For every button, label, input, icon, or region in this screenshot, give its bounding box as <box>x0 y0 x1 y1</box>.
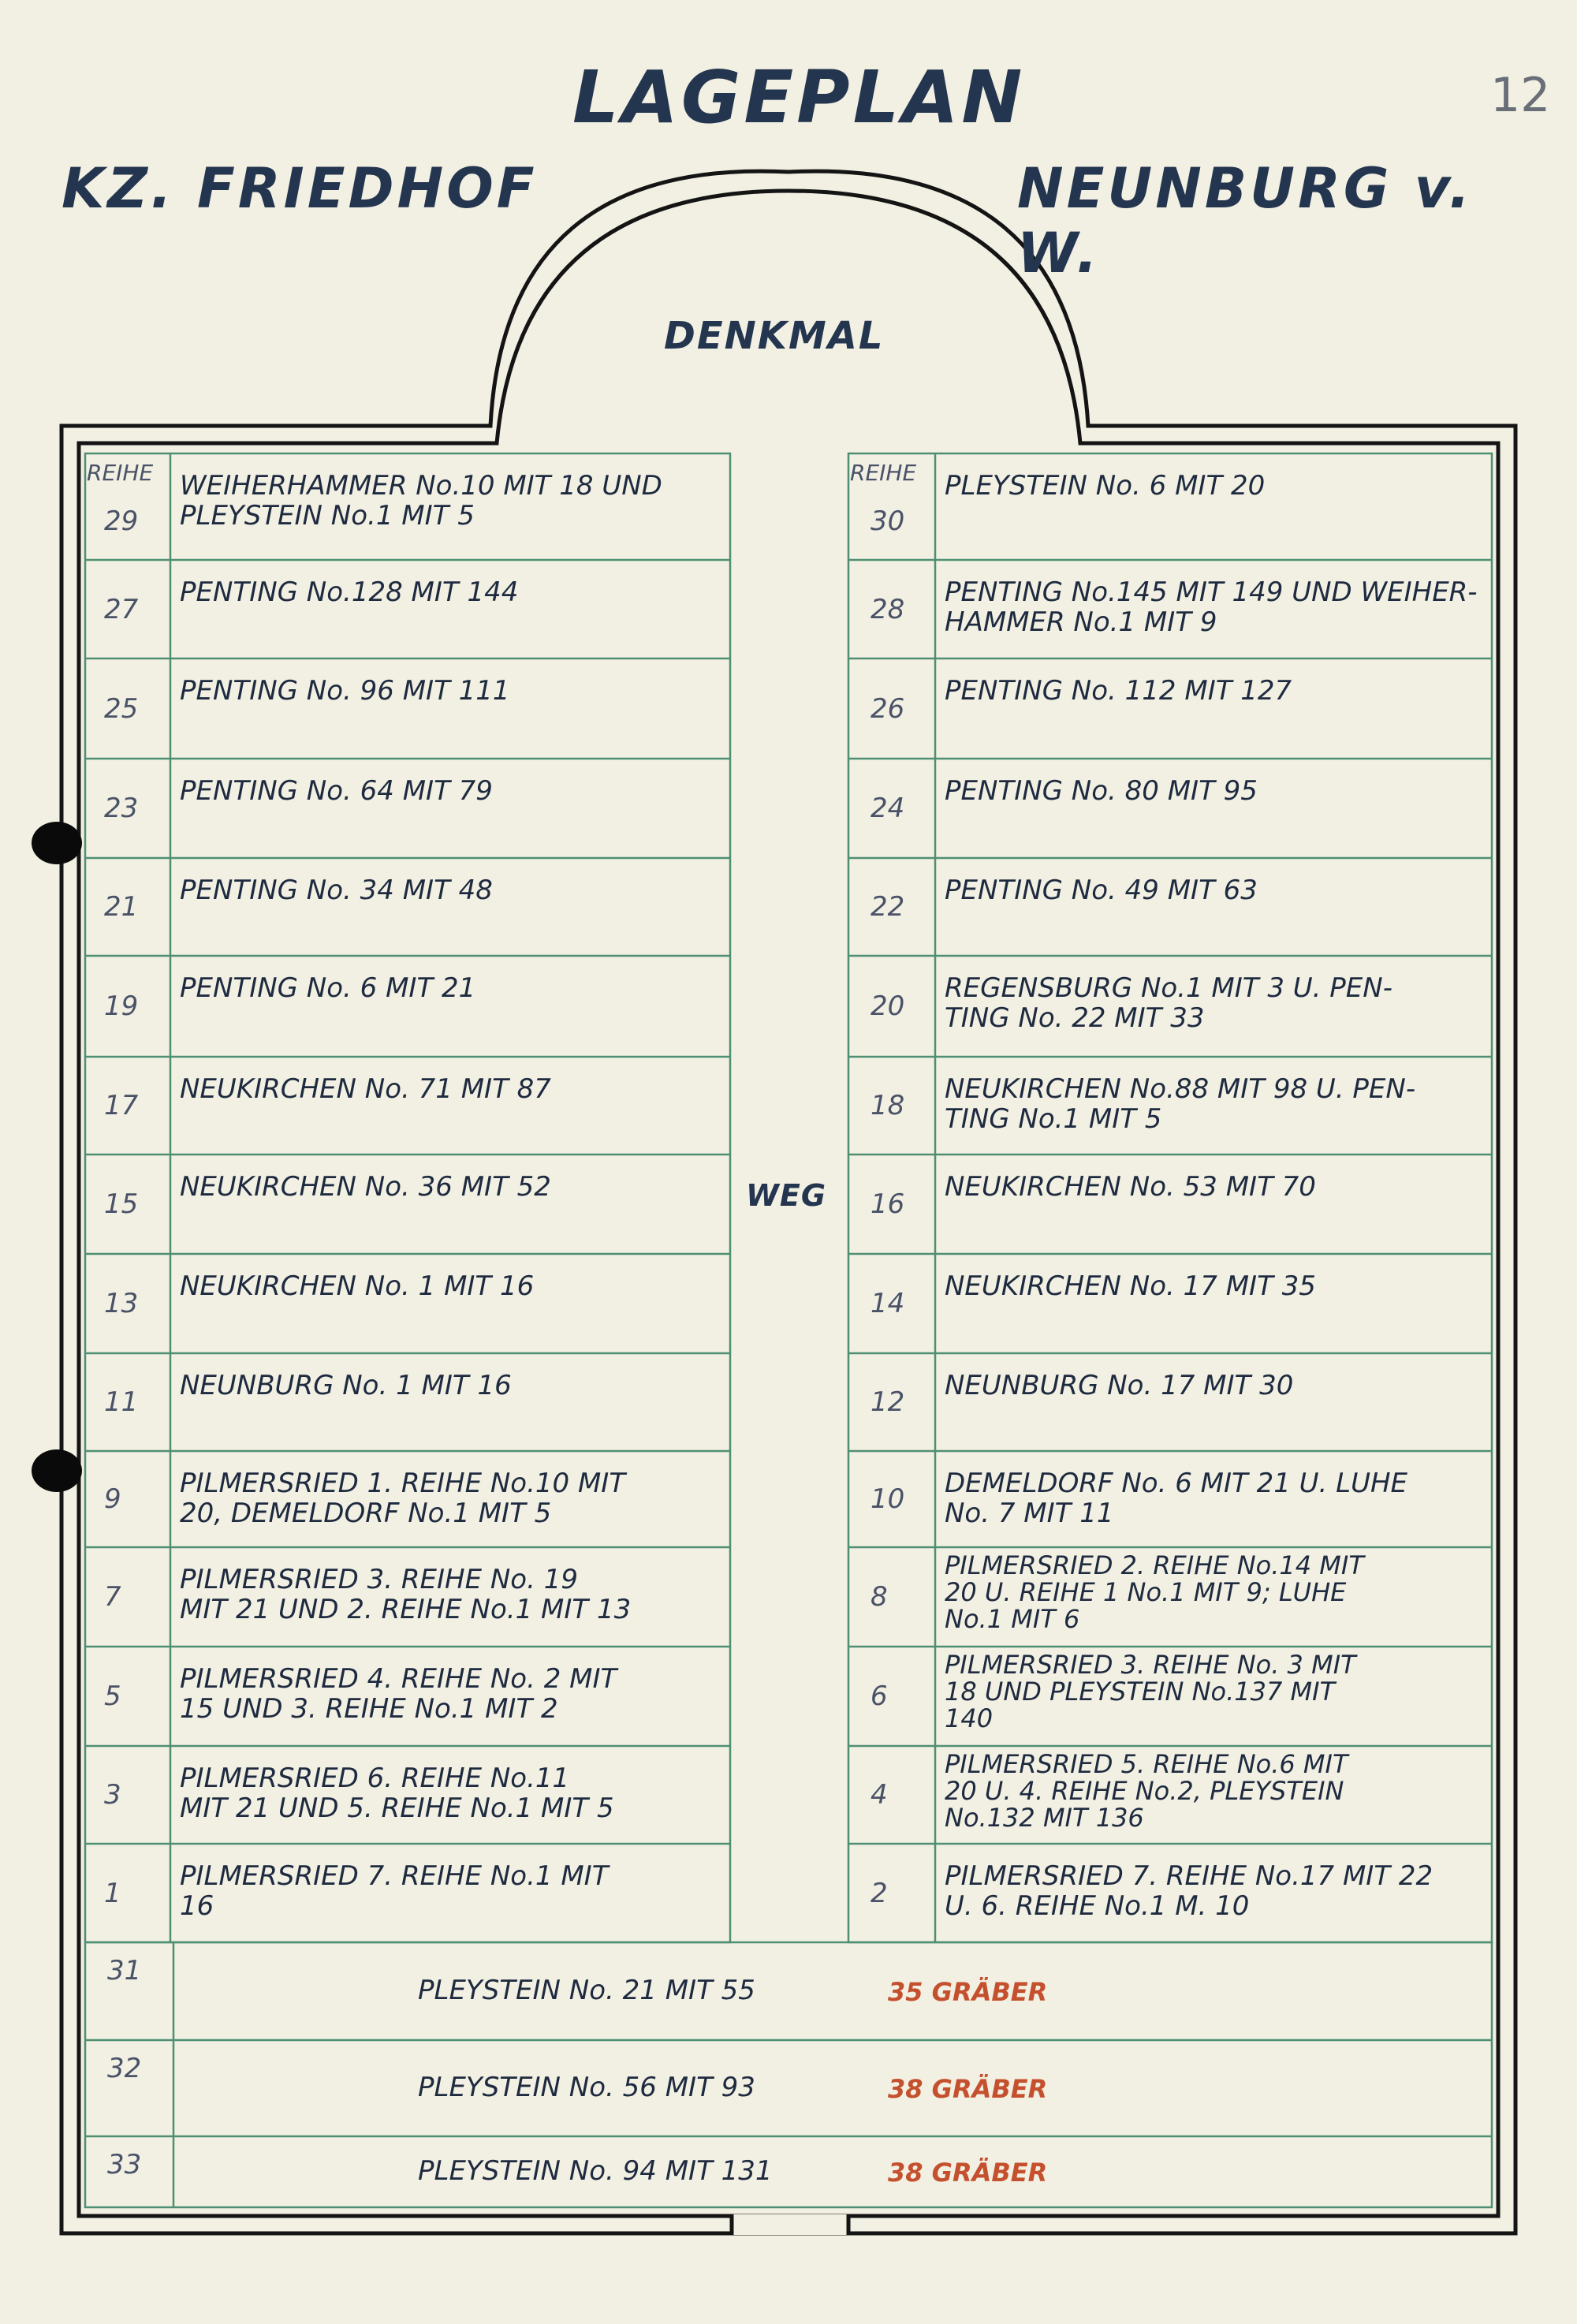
page-number: 12 <box>1490 68 1551 123</box>
row-text <box>180 973 475 1003</box>
row-text <box>945 1751 1348 1831</box>
row-text <box>945 1552 1364 1632</box>
graves-count: 38 GRÄBER <box>888 2074 1048 2104</box>
row-number: 19 <box>104 990 139 1022</box>
row-text <box>945 471 1265 501</box>
row-text-line: NEUNBURG No. 1 MIT 16 <box>180 1370 512 1401</box>
row-text-line: PENTING No. 64 MIT 79 <box>180 775 493 807</box>
row-text-line: PILMERSRIED 3. REIHE No. 3 MIT <box>945 1650 1356 1680</box>
plan-title: LAGEPLAN <box>572 55 1026 140</box>
row-text <box>945 1074 1415 1134</box>
graves-count: 38 GRÄBER <box>888 2158 1048 2188</box>
row-text-line: PENTING No.128 MIT 144 <box>180 576 519 608</box>
row-number: 22 <box>871 891 905 923</box>
row-text-line: PENTING No. 96 MIT 111 <box>180 675 510 707</box>
row-text-line: PILMERSRIED 1. REIHE No.10 MIT <box>180 1468 626 1499</box>
row-number: 29 <box>104 505 139 537</box>
row-text-line: PILMERSRIED 7. REIHE No.1 MIT <box>180 1860 609 1892</box>
row-number: 1 <box>104 1877 121 1909</box>
row-text <box>180 776 493 806</box>
row-text-line: PLEYSTEIN No.1 MIT 5 <box>180 500 475 532</box>
row-text <box>180 1763 614 1823</box>
row-number: 26 <box>871 692 905 725</box>
row-text <box>945 1861 1433 1921</box>
row-number: 20 <box>871 990 905 1022</box>
row-text-line: No. 7 MIT 11 <box>945 1498 1114 1529</box>
row-number: 13 <box>104 1288 139 1319</box>
graves-count: 35 GRÄBER <box>888 1977 1048 2007</box>
row-number: 18 <box>871 1090 905 1121</box>
row-text-line: NEUKIRCHEN No.88 MIT 98 U. PEN- <box>945 1073 1416 1105</box>
row-number: 32 <box>107 2053 142 2084</box>
reihe-header: REIHE <box>850 460 917 486</box>
path-label: WEG <box>746 1178 827 1213</box>
punch-hole <box>32 822 82 864</box>
row-text-line: WEIHERHAMMER No.10 MIT 18 UND <box>180 470 662 502</box>
row-number: 9 <box>104 1483 121 1515</box>
row-text-line: NEUNBURG No. 17 MIT 30 <box>945 1370 1294 1401</box>
row-text-line: PILMERSRIED 3. REIHE No. 19 <box>180 1564 578 1595</box>
row-text <box>945 776 1258 806</box>
row-number: 24 <box>871 793 905 824</box>
row-text-line: PILMERSRIED 7. REIHE No.17 MIT 22 <box>945 1860 1433 1892</box>
row-text-line: NEUKIRCHEN No. 71 MIT 87 <box>180 1073 551 1105</box>
row-text-line: DEMELDORF No. 6 MIT 21 U. LUHE <box>945 1468 1408 1499</box>
row-text-line: NEUKIRCHEN No. 36 MIT 52 <box>180 1171 551 1203</box>
row-text <box>180 1172 551 1202</box>
row-number: 4 <box>871 1779 888 1811</box>
row-number: 2 <box>871 1877 888 1909</box>
row-text-line: No.132 MIT 136 <box>945 1803 1144 1833</box>
row-number: 25 <box>104 692 139 725</box>
row-text <box>945 577 1478 637</box>
row-text-line: PENTING No. 80 MIT 95 <box>945 775 1258 807</box>
row-text-line: TING No.1 MIT 5 <box>945 1103 1162 1135</box>
row-text-line: HAMMER No.1 MIT 9 <box>945 606 1217 638</box>
row-text-line: U. 6. REIHE No.1 M. 10 <box>945 1890 1250 1922</box>
row-text <box>180 1074 551 1104</box>
row-number: 10 <box>871 1483 905 1515</box>
row-text-line: REGENSBURG No.1 MIT 3 U. PEN- <box>945 972 1392 1004</box>
row-text-line: PENTING No. 112 MIT 127 <box>945 675 1292 707</box>
punch-hole <box>32 1449 82 1492</box>
row-text <box>945 875 1258 905</box>
row-number: 31 <box>107 1955 142 1986</box>
row-number: 16 <box>871 1188 905 1220</box>
reihe-header: REIHE <box>87 460 154 486</box>
row-text <box>180 875 493 905</box>
row-text-line: PENTING No. 6 MIT 21 <box>180 972 476 1004</box>
row-number: 6 <box>871 1681 888 1712</box>
row-text-line: PENTING No. 34 MIT 48 <box>180 875 493 906</box>
row-number: 8 <box>871 1581 888 1613</box>
row-text <box>180 1565 631 1625</box>
row-text-line: NEUKIRCHEN No. 17 MIT 35 <box>945 1270 1316 1302</box>
row-number: 33 <box>107 2149 142 2180</box>
row-number: 11 <box>104 1386 139 1418</box>
row-text <box>945 676 1292 706</box>
row-number: 23 <box>104 793 139 824</box>
row-text-line: No.1 MIT 6 <box>945 1604 1080 1634</box>
row-text-line: 20, DEMELDORF No.1 MIT 5 <box>180 1498 552 1529</box>
row-text <box>945 1468 1407 1528</box>
row-number: 27 <box>104 593 139 625</box>
row-text-line: PLEYSTEIN No. 6 MIT 20 <box>945 470 1266 502</box>
row-number: 5 <box>104 1681 121 1712</box>
row-number: 30 <box>871 505 905 537</box>
row-text: PLEYSTEIN No. 94 MIT 131 <box>418 2155 773 2187</box>
row-text-line: MIT 21 UND 2. REIHE No.1 MIT 13 <box>180 1594 632 1625</box>
row-text: PLEYSTEIN No. 56 MIT 93 <box>418 2072 755 2103</box>
town-label: NEUNBURG v. W. <box>1017 156 1474 285</box>
row-number: 21 <box>104 891 139 923</box>
row-text-line: PENTING No.145 MIT 149 UND WEIHER- <box>945 576 1478 608</box>
row-text-line: PILMERSRIED 2. REIHE No.14 MIT <box>945 1550 1364 1580</box>
row-text-line: PILMERSRIED 5. REIHE No.6 MIT <box>945 1749 1348 1779</box>
row-number: 15 <box>104 1188 139 1220</box>
row-text <box>945 1172 1316 1202</box>
cemetery-label: KZ. FRIEDHOF <box>62 156 538 221</box>
row-text-line: PILMERSRIED 4. REIHE No. 2 MIT <box>180 1663 617 1695</box>
row-text-line: 20 U. REIHE 1 No.1 MIT 9; LUHE <box>945 1577 1347 1607</box>
row-number: 14 <box>871 1288 905 1319</box>
row-number: 12 <box>871 1386 905 1418</box>
row-text-line: TING No. 22 MIT 33 <box>945 1002 1205 1034</box>
row-text <box>180 577 518 607</box>
row-number: 3 <box>104 1779 121 1811</box>
row-text-line: NEUKIRCHEN No. 53 MIT 70 <box>945 1171 1316 1203</box>
row-text <box>180 471 662 531</box>
row-text-line: 15 UND 3. REIHE No.1 MIT 2 <box>180 1693 558 1725</box>
row-text <box>945 1371 1293 1401</box>
monument-label: DENKMAL <box>664 314 885 358</box>
row-text-line: 140 <box>945 1703 994 1733</box>
row-number: 7 <box>104 1581 121 1613</box>
row-number: 17 <box>104 1090 139 1121</box>
row-text <box>180 1861 608 1921</box>
row-text <box>180 676 510 706</box>
row-text-line: 16 <box>180 1890 214 1922</box>
row-text-line: MIT 21 UND 5. REIHE No.1 MIT 5 <box>180 1792 614 1824</box>
row-text <box>945 973 1392 1033</box>
row-text-line: 18 UND PLEYSTEIN No.137 MIT <box>945 1677 1336 1707</box>
row-text-line: NEUKIRCHEN No. 1 MIT 16 <box>180 1270 535 1302</box>
row-text <box>180 1371 512 1401</box>
row-text <box>180 1271 534 1301</box>
row-text: PLEYSTEIN No. 21 MIT 55 <box>418 1975 755 2006</box>
row-text-line: PENTING No. 49 MIT 63 <box>945 875 1258 906</box>
row-number: 28 <box>871 593 905 625</box>
row-text-line: 20 U. 4. REIHE No.2, PLEYSTEIN <box>945 1776 1344 1806</box>
row-text <box>180 1468 625 1528</box>
row-text <box>945 1271 1316 1301</box>
row-text <box>180 1664 617 1724</box>
row-text-line: PILMERSRIED 6. REIHE No.11 <box>180 1763 570 1794</box>
row-text <box>945 1651 1356 1732</box>
